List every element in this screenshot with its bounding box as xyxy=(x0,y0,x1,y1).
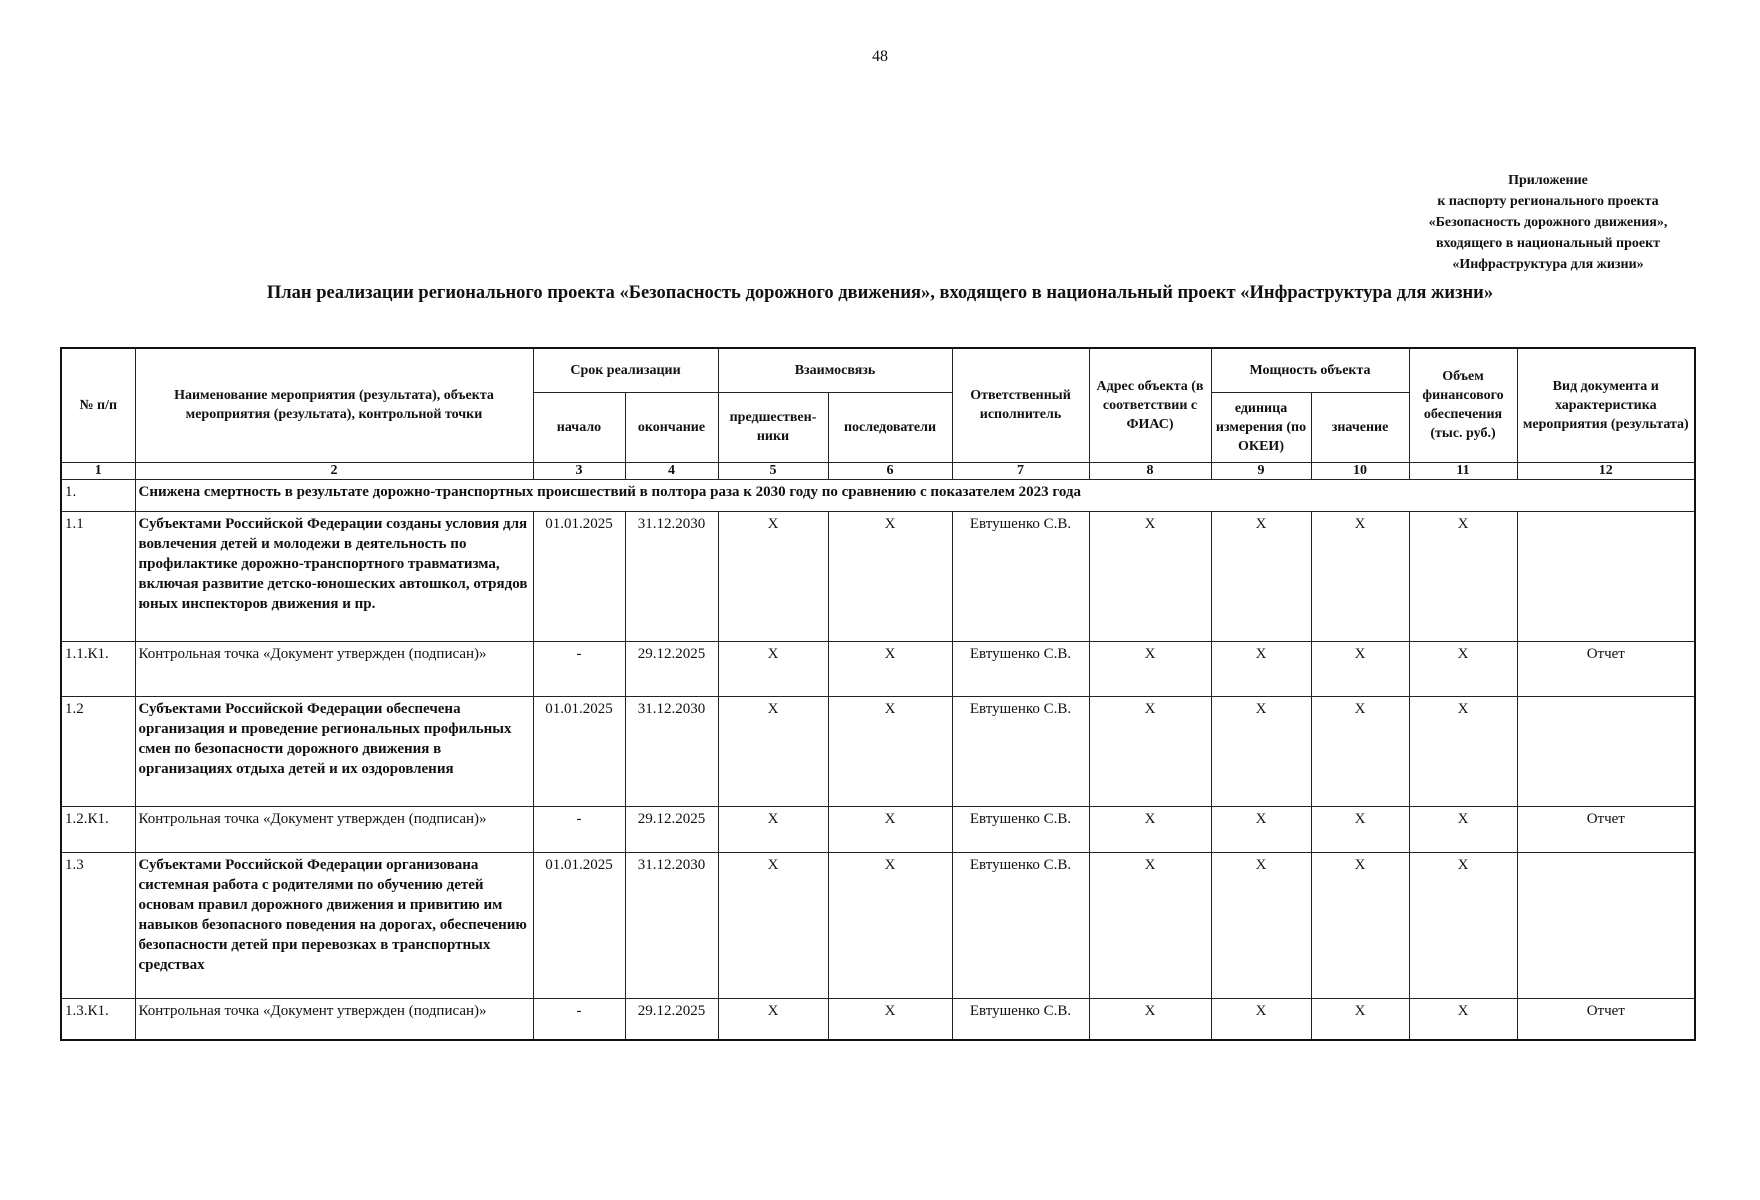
col-number: 1 xyxy=(61,462,135,479)
row-unit: X xyxy=(1211,806,1311,852)
row-value: X xyxy=(1311,806,1409,852)
col-number: 6 xyxy=(828,462,952,479)
row-document xyxy=(1517,511,1695,641)
row-responsible: Евтушенко С.В. xyxy=(952,852,1089,998)
row-document: Отчет xyxy=(1517,641,1695,696)
row-start: 01.01.2025 xyxy=(533,852,625,998)
table-row xyxy=(61,998,1695,1040)
row-name: Контрольная точка «Документ утвержден (подписан)» xyxy=(135,998,533,1040)
header-document: Вид документа и характеристика мероприятия (результата) xyxy=(1517,348,1695,462)
row-num: 1.2 xyxy=(61,696,135,806)
table-row xyxy=(61,806,1695,852)
appendix-line: «Инфраструктура для жизни» xyxy=(1452,257,1644,272)
row-successors: X xyxy=(828,852,952,998)
header-capacity: Мощность объекта xyxy=(1211,348,1409,392)
row-unit: X xyxy=(1211,852,1311,998)
row-address: X xyxy=(1089,511,1211,641)
row-document: Отчет xyxy=(1517,998,1695,1040)
row-document: Отчет xyxy=(1517,806,1695,852)
row-start: 01.01.2025 xyxy=(533,511,625,641)
row-address: X xyxy=(1089,641,1211,696)
row-address: X xyxy=(1089,998,1211,1040)
section-num: 1. xyxy=(61,479,135,511)
row-unit: X xyxy=(1211,998,1311,1040)
row-finance: X xyxy=(1409,998,1517,1040)
row-address: X xyxy=(1089,696,1211,806)
row-successors: X xyxy=(828,511,952,641)
table-row xyxy=(61,641,1695,696)
row-name: Субъектами Российской Федерации обеспечена организация и проведение региональных профильных смен по безопасности дорожного движения в организациях отдыха детей и их оздоровления xyxy=(135,696,533,806)
row-address: X xyxy=(1089,852,1211,998)
row-value: X xyxy=(1311,511,1409,641)
header-address: Адрес объекта (в соответствии с ФИАС) xyxy=(1089,348,1211,462)
header-start: начало xyxy=(533,392,625,462)
row-finance: X xyxy=(1409,511,1517,641)
row-start: - xyxy=(533,806,625,852)
row-responsible: Евтушенко С.В. xyxy=(952,696,1089,806)
row-responsible: Евтушенко С.В. xyxy=(952,641,1089,696)
header-term: Срок реализации xyxy=(533,348,718,392)
row-address: X xyxy=(1089,806,1211,852)
col-number: 7 xyxy=(952,462,1089,479)
row-start: - xyxy=(533,998,625,1040)
header-value: значение xyxy=(1311,392,1409,462)
row-start: 01.01.2025 xyxy=(533,696,625,806)
row-num: 1.1.К1. xyxy=(61,641,135,696)
col-number: 10 xyxy=(1311,462,1409,479)
header-link: Взаимосвязь xyxy=(718,348,952,392)
row-finance: X xyxy=(1409,641,1517,696)
row-responsible: Евтушенко С.В. xyxy=(952,806,1089,852)
row-unit: X xyxy=(1211,511,1311,641)
page-number: 48 xyxy=(872,48,888,65)
col-number: 4 xyxy=(625,462,718,479)
table-row xyxy=(61,852,1695,998)
appendix-line: Приложение xyxy=(1508,173,1588,188)
row-num: 1.3 xyxy=(61,852,135,998)
row-document xyxy=(1517,852,1695,998)
row-predecessors: X xyxy=(718,511,828,641)
row-name: Контрольная точка «Документ утвержден (подписан)» xyxy=(135,641,533,696)
header-finance: Объем финансового обеспечения (тыс. руб.) xyxy=(1409,348,1517,462)
row-responsible: Евтушенко С.В. xyxy=(952,511,1089,641)
row-document xyxy=(1517,696,1695,806)
row-num: 1.3.К1. xyxy=(61,998,135,1040)
row-name: Контрольная точка «Документ утвержден (подписан)» xyxy=(135,806,533,852)
row-value: X xyxy=(1311,696,1409,806)
row-end: 31.12.2030 xyxy=(625,852,718,998)
row-unit: X xyxy=(1211,696,1311,806)
row-name: Субъектами Российской Федерации созданы условия для вовлечения детей и молодежи в деятельность по профилактике дорожно-транспортного травматизма, включая развитие детско-юношеских автошкол, отрядов юных инспекторов движения и пр. xyxy=(135,511,533,641)
row-predecessors: X xyxy=(718,852,828,998)
row-unit: X xyxy=(1211,641,1311,696)
row-responsible: Евтушенко С.В. xyxy=(952,998,1089,1040)
col-number: 2 xyxy=(135,462,533,479)
row-end: 29.12.2025 xyxy=(625,806,718,852)
row-predecessors: X xyxy=(718,998,828,1040)
row-finance: X xyxy=(1409,852,1517,998)
row-end: 31.12.2030 xyxy=(625,511,718,641)
row-predecessors: X xyxy=(718,641,828,696)
document-title: План реализации регионального проекта «Безопасность дорожного движения», входящего в национальный проект «Инфраструктура для жизни» xyxy=(266,283,1494,303)
table-row xyxy=(61,696,1695,806)
row-end: 29.12.2025 xyxy=(625,641,718,696)
row-successors: X xyxy=(828,641,952,696)
row-name: Субъектами Российской Федерации организована системная работа с родителями по обучению детей основам правил дорожного движения и привитию им навыков безопасного поведения на дорогах, обеспечению безопасности детей при перевозках в транспортных средствах xyxy=(135,852,533,998)
appendix-line: входящего в национальный проект xyxy=(1435,236,1661,251)
row-value: X xyxy=(1311,641,1409,696)
row-successors: X xyxy=(828,806,952,852)
appendix-block xyxy=(1398,170,1698,275)
col-number: 12 xyxy=(1517,462,1695,479)
header-successors: последователи xyxy=(828,392,952,462)
row-num: 1.1 xyxy=(61,511,135,641)
header-name: Наименование мероприятия (результата), объекта мероприятия (результата), контрольной точки xyxy=(135,348,533,462)
col-number: 9 xyxy=(1211,462,1311,479)
row-successors: X xyxy=(828,998,952,1040)
row-successors: X xyxy=(828,696,952,806)
row-predecessors: X xyxy=(718,696,828,806)
implementation-plan-table xyxy=(60,347,1696,1041)
section-row xyxy=(61,479,1695,511)
row-num: 1.2.К1. xyxy=(61,806,135,852)
row-end: 29.12.2025 xyxy=(625,998,718,1040)
col-number: 3 xyxy=(533,462,625,479)
appendix-line: «Безопасность дорожного движения», xyxy=(1428,215,1668,230)
table-row xyxy=(61,511,1695,641)
row-end: 31.12.2030 xyxy=(625,696,718,806)
row-start: - xyxy=(533,641,625,696)
header-responsible: Ответственный исполнитель xyxy=(952,348,1089,462)
row-value: X xyxy=(1311,998,1409,1040)
header-predecessors: предшествен-ники xyxy=(718,392,828,462)
col-number: 8 xyxy=(1089,462,1211,479)
row-predecessors: X xyxy=(718,806,828,852)
col-number: 11 xyxy=(1409,462,1517,479)
row-finance: X xyxy=(1409,806,1517,852)
row-finance: X xyxy=(1409,696,1517,806)
header-num: № п/п xyxy=(61,348,135,462)
row-value: X xyxy=(1311,852,1409,998)
appendix-line: к паспорту регионального проекта xyxy=(1437,194,1659,209)
header-end: окончание xyxy=(625,392,718,462)
col-number: 5 xyxy=(718,462,828,479)
section-title: Снижена смертность в результате дорожно-транспортных происшествий в полтора раза к 2030 году по сравнению с показателем 2023 года xyxy=(135,479,1695,511)
header-unit: единица измерения (по ОКЕИ) xyxy=(1211,392,1311,462)
